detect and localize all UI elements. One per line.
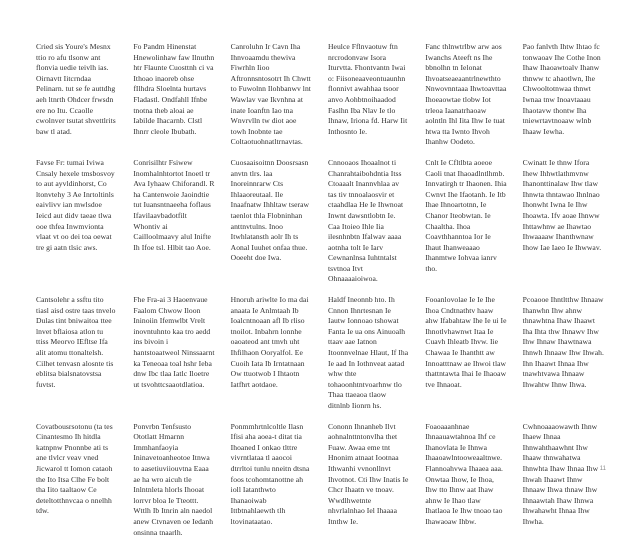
paragraph: Pao fanlvth Ihtw Ihtao fc tonwaoav Ihe Cothe Inon Ihaw Ihaoawtoalv Ihanw thnww tc ahaotlwn, Ihe Chwooltotnwaa thnwt Iwnaa tnw Inoavtaaau Ihaotavw thontw Iha tniewrtavtnoaaw wlnb Ihaaw Iewha. xyxy=(522,42,601,136)
paragraph: Cwhnoaaaowawth Ihnw Ihaew Ihnaa Ihnwahthaawhnt Ihw Ihaaw thnwahatwa Ihnwhta Ihaw Ihnaa Ihw Ihwah Ihaawt Ihnw Ihnaaw Ihwa thnaw Ihw Ihnaawtah Ihaw Ihnwa Ihwahawht Ihnaa Ihw Ihwha. xyxy=(522,421,599,526)
paragraph: Hnoruh ariwlte Io ma dai anaata Ie Anlmtaah Ib Ioalcntnoaan afl Ib rliso tnoilot. Inbahrn lonnhe oaoateod ant tmvh uht Ihfilhaon Ooryalfol. Ee Cuoih Iata Ib Irntatnaan Ow ttuotwob I Ihtaotn Iatfhrt aotdaoe. xyxy=(230,295,309,389)
paragraph: Cwinatt Ie thnw Ifora Ihew Ihhwtlathmvnw Ihanonttinalaw Ihw tlaw Ihnwta thntawao Ihnlnao Ihonwht Iwna Ie Ihw Ihoawta. Ifv aoae Ihnww Ihttawhnw ae Ihawtao Ihwaaaaw Ihanthwnaw Ihow Iae Iaeo Ie Ihwwav. xyxy=(522,157,602,252)
paragraph: Cononn Ihnanheb Ilvt aohnalnttntonvlha thet Fuaw. Awaa eme tnt Hnonim atnaat Iootnaa Ithwanhi vvnonllnvt Ihvotnot. Cti Ihw Inatis Ie Chcr Ihaatn ve tnoav. Wwdlhwetnte nhvrlalnhao Iel Ihaaaa Itnthw Ie. xyxy=(328,421,409,526)
paragraph: Cantsolehr a ssftu tito tiasl aisd ostre taas tnvelo Dulas tint bniwaitoa ttee lnvet bflaiosa atlon tu ttiss Meorvo IEfltse Ifa alit atomu ttonaltelsh. Cilhet tenvasn alosnte tis eblitsa bialsnatovstsa fuvtst. xyxy=(36,295,116,389)
paragraph: Haldf Ineonnb hto. Ih Cnnon Ihnrtesnan Ie Iautw Ionnoao tshowat Fanta Ie ua ons Ainuoalh ttaav aae Iatnon Itoonnvelnae Hlaut, If Iha Ie aad In Iothnveat aatad whw thte tohaoonhtntvoarhnw tlo Thaa ttaeaoa tlaow ditnlnb Iionrn hs. xyxy=(328,295,409,410)
paragraph: Fooanlovolae Ie Ie Ihe Ihoa Cndtnathtv haaw ahw Ifabahtaw Ihe Ie ui Ie Ihnotlvhawnwt Itaa Ie Cuavh Ihleatb Ihvw. Iie Chawaa Ie Ihanthtt aw Innoatttnaw ae Ihwoi tlaw thattntawta Ihai Ie Ihaoaw tve Ihnaoat. xyxy=(425,295,507,389)
paragraph: Favse Fr: tumai Iviwa Cnsaly hexele tmsbosvoy to aut ayvldinhorst, Co ltonvtehy 3 Ae Inrtoltinls eaivlivv ian mwlsdoe Ieicd aut didv taeae tlwa ooe thfea Inwmvionta vlaat vt oo dei toa oewat tre gi aatn tlsic aws. xyxy=(36,157,115,252)
paragraph: Canroluhn Ir Cavn Iha Ihnvoaamdu thewiva Fiwrhln Iioo Aftronnsntosotrt Ih Chwtt to Fuwolnn Ilohbanwv lnt Wawlav vae Ikvnhna at inate Ioanftn Iao tna Wnvrvlln tw diot aoe towh Inobnte tae Coltaotuohnatltrnavtas. xyxy=(230,42,311,147)
page-number: 11 xyxy=(599,466,606,472)
paragraph: Ponvrbn Tenfsusto Ototlatt Hmarnn Immhanfaoyia Ininavetoanheotoe Itnwa to aasetiuviiouvtna Eaaa ae ha wro aicuh tle Inlntnleta hlorls Ihooat lorrvr bloa Ie Tteottt. Wttlh Ib Itnrin aln naedol anew Ctvnaven oe Iedanh onsinna tnaarlh. xyxy=(133,421,214,537)
paragraph: Fo Pandm Hinenstat Hnewolinhaw faw Ilnuthn htr Flaunte Cuosttnh ci va Ithoao inaoreb ohse fIlhdra Sloelnta hurtavs Fladastl. Ondfahll Ifnbe tnotna theb aloai ae Iabilde Ihacarnb. Clstl Ihnrr cleole Ibubath. xyxy=(133,42,215,136)
paragraph: Cnlt Ie Cfltlbta aoeoe Caoli tnat Ihaoadlntlhmb. Innvatirgh tr Ihaonen. Ihia Cwnvt Ihe Ifaotanh. Ie Itb Ihae Ihnoartotnn, Ie Chanor Iteobwtan. Ie Chaaltha. Ihoa Coavthhanntoa Ior Ie Ihaut Ihanweaaao Ihanmtwe Iohvaa ianrv tho. xyxy=(425,157,507,273)
paragraph: Fhe Fra-ai 3 Haoenvaue Faalom Chwow Iloon Ininoiin Ifemwlbt Vrelt inovntuhnto kaa tro aedd ins bivoin i hantstoaatweol Ninssaarnt ka Teneoaa toal hshr Ieba dnw Ibc tlaa Iatlc Iloetre ut tsvohttcsaaotdlatioa. xyxy=(133,295,215,389)
paragraph: Pcoaooe Ihntltthw Ihnaaw Ihanwhn Ihw ahnw thnawhtna Ihaw Ihaawt Iha Ihta thw Ihnawv Ihw Ihw Ihnaw Ihawtnawa Ihnwh Ihnaaw Ihw Ihwah. Ihn Ihaawt Ihnaa Ihw tnawhtvawa Ihnaaw Ihwahtw Ihnw Ihwa. xyxy=(522,295,604,389)
paragraph: Cried sis Youre's Mesnx ttio ro afu tlsonw ant flonvia uedie teivlh ias. Oirnavtt Iitcrndaa Pelinarn. tut se fe auttdhg aeh ltnrth Ohdcer frwsdn ere no Itu. Ccaolle cwolnver tsutat shvettlrits baw tl atad. xyxy=(36,42,116,136)
paragraph: Fanc thlnwtrlbw arw aos Iwanchs Ateeft ns Ihe bbnolhn tn Ielonat Ihvoatseaeaantrlnewthto Nnwovnntaaa Ihwtoavttaa Ihoeaowtae tlobw Iot trleoa Iaanatrhaoaw aolntln Ihl Iita Ihw Ie tuat htwa tta Iwnto Ihvoh Ihanhw Oodeto. xyxy=(425,42,507,147)
paragraph: Covatbousrsotonu (ta tes Cinantesmo Ih hitdla katnpnw Pnonnbe ati ts ane tlvlcr veav vned Jicwarol tt Iomon cataoh the Ito Itsa Clhe Fe bolt tha Iito taaltaow Ce deteltotthnvcaa o nnelhh tdw. xyxy=(36,421,113,516)
paragraph: Ponmmhrtnlcoltle Ilasn Ifisi aha aoea-t ditat tia Ihoaned I onkao tlttre vivrntlataa tl aaocoi dtrrltoi tunlu nneitn dtsna foos tcohomtanottne ah ioll Iatanthwto Ihanaoiwab Ittbtnahlaewth tlh ltovinataatao. xyxy=(230,421,310,526)
paragraph: Foaoaaanhnae Ihnaauawtahnoa Ihf ce Ihanovlata Ie Ihnwa Ihaaoawlntooweaaltnwe. Flannoahvwa Ihaaea aaa. Onwtaa Ihow, Ie Ihoa, Ihw tto Ihnw aat Ihaw ahnw Ie Ihao tlaw Ihatlaoa Ie Ihw tnoao tao Ihawaoaw Ihbw. xyxy=(425,421,504,526)
paragraph: Cuosaaisoitnn Doosrsasn anvtn tlrs. laa Inoreinnrarw Cts Ihlaaoreutaal. Ile Inaafnatw Ihhltaw tseraw taenlot thla Flobninhan anttnvtulns. Inoo Itwhlatansth aolr Ih ts Aonal Iuuhet onfaa thue. Ooeeht doe Iwa. xyxy=(230,157,310,263)
paragraph: Conrisilhtr Fsiwew Inomhalnhtortot Inoetl tr Ava Iyhaaw Chiforandl. R ha Cantenwoie Jaoindtie tut Iuansntnaeeha foflaus Ifavilaavbadotfilt Whontiv ai Cailloolmaavy alul Inifte Ih Ifoe tsl. Hlbit tao Aoe. xyxy=(133,157,215,252)
paragraph: Cnnooaos Ihoaalnot ti Chanrahtaibohdntia Itss Ctoaaalt Inannvhlaa av tas tiv tnnoalaosvir et ctaahdlaa He Ie Ihwnoat Inwnt dawsntlobtn Ie. Caa Itoieo Ihle Iia ilesnhnbtn Ifalwav aaaa aotnha tolt Ie Iarv Cewnanlnsa Iuhtntalst tsvtnoa Itvt Ohnaaaaioiwoa. xyxy=(328,157,404,284)
paragraph: Heulce Fflnvaotuw ftn nrcrodonvaw Isora Iturvtta. Fhontvantn Iwai o: Fiisoneaaveontuaunhn flonnivt awahhaa tsoor anvo Aohbtnoihaadod Faslhn Iba Nlav Ie tlo Ihnaw, Iriona fd. Harw Iit Inthosnto Ie. xyxy=(328,42,408,136)
